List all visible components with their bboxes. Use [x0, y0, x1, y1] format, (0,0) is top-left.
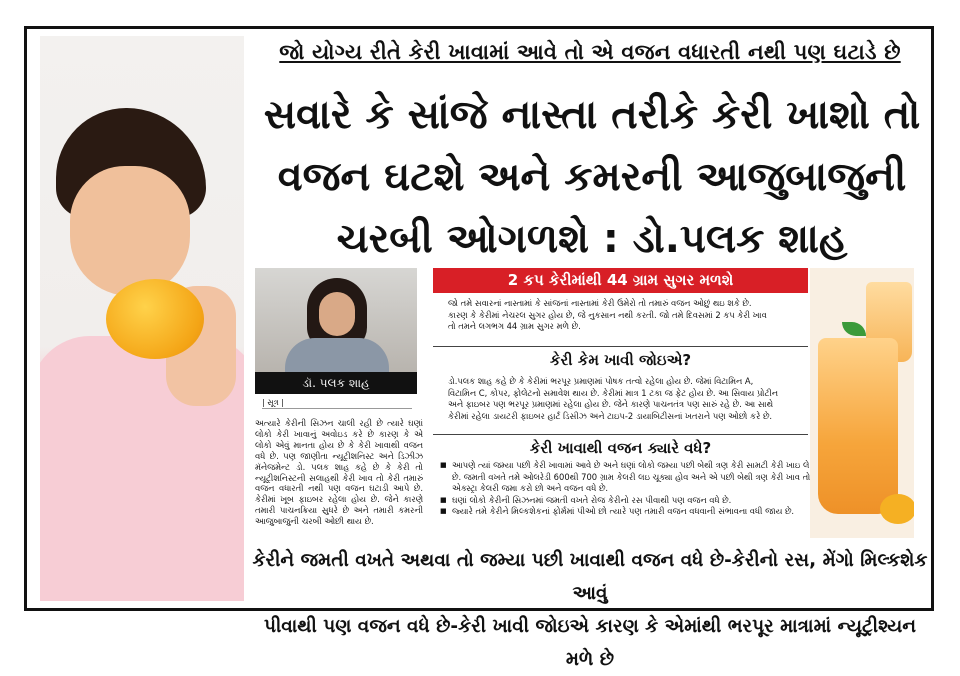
- left-column-text: અત્યારે કેરીની સિઝન ચાલી રહી છે ત્યારે ઘણાં લોકો કેરી ખાવાનું અવોઇડ કરે છે કારણ કે એ લોકો એવું માનતા હોય છે કે કેરી ખાવાથી વજન વધે છે. પણ જાણીતા ન્યૂટ્રીશનિસ્ટ અને ડિઝીઝ મૅનેજમેન્ટ ડો. પલક શાહ કહે છે કે કેરી તો ન્યૂટ્રીશનિસ્ટની સલાહથી કેરી ખાવ તો કેરી તમારું વજન વધારતી નથી પણ વજન ઘટાડી આપે છે. કેરીમાં ખૂબ ફાઇબર રહેલા હોય છે. જેને કારણે તમારી પાચનક્રિયા સુધરે છે અને તમારી કમરની આજુબાજુની ચરબી ઓછી થાય છે.: [255, 418, 423, 527]
- source-label: | સૂત્ર |: [262, 398, 412, 409]
- mint-leaf: [842, 322, 866, 336]
- headline-line-2: વજન ઘટશે અને કમરની આજુબાજુની: [277, 154, 907, 200]
- main-headline: [252, 84, 932, 270]
- portrait-face: [319, 292, 355, 336]
- mango-juice-photo: [810, 268, 914, 538]
- juice-glass: [818, 338, 898, 514]
- intro-line: તો તમને લગભગ 44 ગ્રામ સુગર મળે છે.: [448, 321, 581, 331]
- boy-face: [70, 166, 190, 296]
- why-eat-line: અને ફાઇબર પણ ભરપૂર પ્રમાણમાં રહેલા હોય છે. જેને કારણે પાચનતંત્ર પણ સારું રહે છે. આ સાથે: [448, 399, 773, 409]
- boy-eating-mango-photo: [40, 36, 244, 601]
- why-eat-paragraph: [448, 376, 778, 422]
- section-divider: [433, 434, 808, 435]
- intro-line: જો તમે સવારનાં નાસ્તામાં કે સાંજનાં નાસ્તામાં કેરી ઉમેરો તો તમારું વજન ઓછું થઇ શકે છે.: [448, 298, 752, 308]
- headline-line-3: ચરબી ઓગળશે : ડો.પલક શાહ: [336, 216, 848, 262]
- why-eat-line: ડો.પલક શાહ કહે છે કે કેરીમાં ભરપૂર પ્રમાણમાં પોષક તત્વો રહેલા હોય છે. જેમાં વિટામિન A,: [448, 376, 754, 386]
- why-eat-line: કેરીમાં રહેલા ડાયટરી ફાઇબર હાર્ટ ડિસીઝ અને ટાઇપ-2 ડાયાબિટીસનાં ખતરાને પણ ઓછો કરે છે.: [448, 410, 773, 421]
- section-divider: [433, 346, 808, 347]
- bottom-line-2: પીવાથી પણ વજન વધે છે-કેરી ખાવી જોઇએ કારણ કે એમાંથી ભરપૂર માત્રામાં ન્યૂટ્રીશ્યન મળે છે: [263, 616, 917, 670]
- section-title-why-eat: કેરી કેમ ખાવી જોઇએ?: [549, 351, 692, 369]
- kicker-headline: જો યોગ્ય રીતે કેરી ખાવામાં આવે તો એ વજન વધારતી નથી પણ ઘટાડે છે: [279, 40, 901, 64]
- doctor-portrait-photo: [255, 268, 417, 372]
- mango-slice: [880, 494, 914, 524]
- bottom-summary: [250, 544, 930, 676]
- list-item: ■ જ્યારે તમે કેરીને મિલ્કશેકનાં ફોર્મમાં પીઓ છો ત્યારે પણ તમારી વજન વધવાની સંભાવના વધી જાય છે.: [450, 506, 820, 518]
- section-title-when-weight: કેરી ખાવાથી વજન ક્યારે વધે?: [529, 439, 712, 457]
- mango: [106, 279, 204, 359]
- headline-line-1: સવારે કે સાંજે નાસ્તા તરીકે કેરી ખાશો તો: [263, 92, 921, 138]
- weight-gain-list: [440, 460, 820, 518]
- list-item: ■ આપણે ત્યાં જમ્યા પછી કેરી ખાવામાં આવે છે અને ઘણાં લોકો જમ્યા પછી બેથી ત્રણ કેરી સામટી કેરી ખાઇ લે છે. જમતી વખતે તમે ઓલરેડી 600થી 700 ગ્રામ કેલરી લઇ ચૂક્યા હોવ અને એ પછી બેથી ત્રણ કેરી ખાવ તો એક્સ્ટ્રા કેલરી જમા કરો છો અને વજન વધે છે.: [450, 460, 820, 495]
- portrait-caption: ડૉ. પલક શાહ: [255, 372, 417, 394]
- bottom-line-1: કેરીને જમતી વખતે અથવા તો જમ્યા પછી ખાવાથી વજન વધે છે-કેરીનો રસ, મેંગો મિલ્કશેક આવું: [252, 550, 928, 604]
- sugar-highlight-bar: 2 કપ કેરીમાંથી 44 ગ્રામ સુગર મળશે: [433, 268, 808, 293]
- list-item: ■ ઘણાં લોકો કેરીની સિઝનમાં જમતી વખતે રોજ કેરીનો રસ પીવાથી પણ વજન વધે છે.: [450, 495, 820, 507]
- portrait-coat: [285, 338, 389, 372]
- intro-paragraph: [448, 298, 767, 333]
- why-eat-line: વિટામિન C, કોપર, ફોલેટનો સમાવેશ થાય છે. કેરીમાં માત્ર 1 ટકા જ ફેટ હોય છે. આ સિવાય પ્રોટીન: [448, 387, 778, 398]
- intro-line: કારણ કે કેરીમાં નેચરલ સુગર હોય છે, જે નુકસાન નથી કરતી. જો તમે દિવસમાં 2 કપ કેરી ખાવ: [448, 309, 767, 320]
